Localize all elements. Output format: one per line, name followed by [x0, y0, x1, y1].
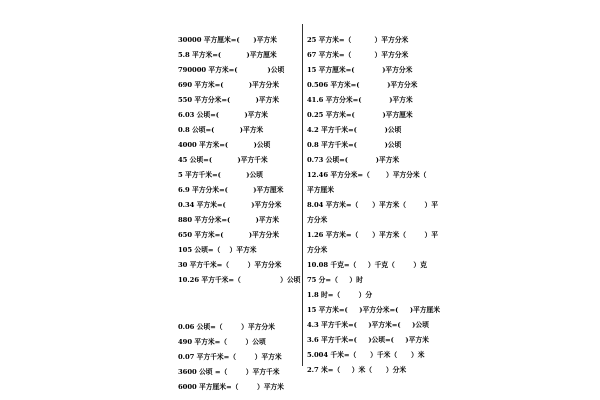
exercise-line: 10.08 千克=（ ）千克（ ）克 [307, 261, 427, 269]
exercise-line: 1.26 平方米=（ ）平方米（ ）平 [307, 231, 438, 239]
exercise-line: 0.8 平方千米=( )公顷 [307, 141, 402, 149]
exercise-line: 5 平方千米=( )公顷 [178, 171, 263, 179]
exercise-line: 650 平方米=( )平方分米 [178, 231, 280, 239]
exercise-line: 25 平方米=（ ）平方分米 [307, 36, 409, 44]
right-exercise-column [307, 33, 447, 378]
exercise-line: 880 平方分米=( )平方米 [178, 216, 280, 224]
exercise-line: 490 平方米=（ ）公顷 [178, 338, 266, 346]
exercise-line: 30000 平方厘米=( )平方米 [178, 36, 277, 44]
exercise-line: 0.73 公顷=( )平方米 [307, 156, 400, 164]
exercise-line: 105 公顷=（ ）平方米 [178, 246, 257, 254]
exercise-line: 15 平方厘米=( )平方分米 [307, 66, 413, 74]
exercise-line: 3.6 平方千米=( )公顷=( )平方米 [307, 336, 429, 344]
exercise-line: 75 分=（ ）时 [307, 276, 363, 284]
exercise-line: 67 平方米=（ ）平方分米 [307, 51, 409, 59]
exercise-line: 4000 平方米=( )公顷 [178, 141, 271, 149]
exercise-line: 6000 平方厘米=（ ）平方米 [178, 383, 284, 391]
exercise-line-continued: 平方厘米 [307, 186, 334, 194]
exercise-line: 6.03 公顷=( )平方米 [178, 111, 268, 119]
left-exercise-column [178, 33, 300, 395]
exercise-line-continued: 方分米 [307, 216, 328, 224]
exercise-line: 6.9 平方分米=( )平方厘米 [178, 186, 284, 194]
exercise-line: 0.25 平方米=( )平方厘米 [307, 111, 413, 119]
exercise-line: 41.6 平方分米=( )平方米 [307, 96, 413, 104]
exercise-line: 15 平方米=( )平方分米=( )平方厘米 [307, 306, 441, 314]
exercise-line: 0.34 平方米=( )平方分米 [178, 201, 282, 209]
exercise-line: 4.3 平方千米=( )平方米=( )公顷 [307, 321, 429, 329]
exercise-line-continued: 方分米 [307, 246, 328, 254]
exercise-line: 4.2 平方千米=( )公顷 [307, 126, 402, 134]
exercise-line: 30 平方千米=（ ）平方分米 [178, 261, 282, 269]
exercise-line: 0.07 平方千米=（ ）平方米 [178, 353, 282, 361]
exercise-line: 790000 平方米=( )公顷 [178, 66, 285, 74]
exercise-line: 2.7 米=（ ）米（ ）分米 [307, 366, 407, 374]
exercise-line: 45 公顷=( )平方千米 [178, 156, 268, 164]
exercise-line: 10.26 平方千米=（ ）公顷 [178, 276, 301, 284]
exercise-line: 690 平方米=( )平方分米 [178, 81, 280, 89]
exercise-line: 1.8 时=（ ）分 [307, 291, 373, 299]
exercise-line: 5.004 千米=（ ）千米（ ）米 [307, 351, 425, 359]
exercise-line: 550 平方分米=( )平方米 [178, 96, 280, 104]
exercise-line: 5.8 平方米=( )平方厘米 [178, 51, 277, 59]
exercise-line: 12.46 平方分米=（ ）平方分米（ [307, 171, 427, 179]
column-divider [302, 24, 303, 366]
blank-gap [178, 288, 300, 320]
exercise-line: 3600 公顷 =（ ）平方千米 [178, 368, 280, 376]
exercise-line: 0.506 平方米=( )平方分米 [307, 81, 418, 89]
exercise-line: 8.04 平方米=（ ）平方米（ ）平 [307, 201, 438, 209]
exercise-line: 0.06 公顷=（ ）平方分米 [178, 323, 275, 331]
exercise-line: 0.8 公顷=( )平方米 [178, 126, 264, 134]
